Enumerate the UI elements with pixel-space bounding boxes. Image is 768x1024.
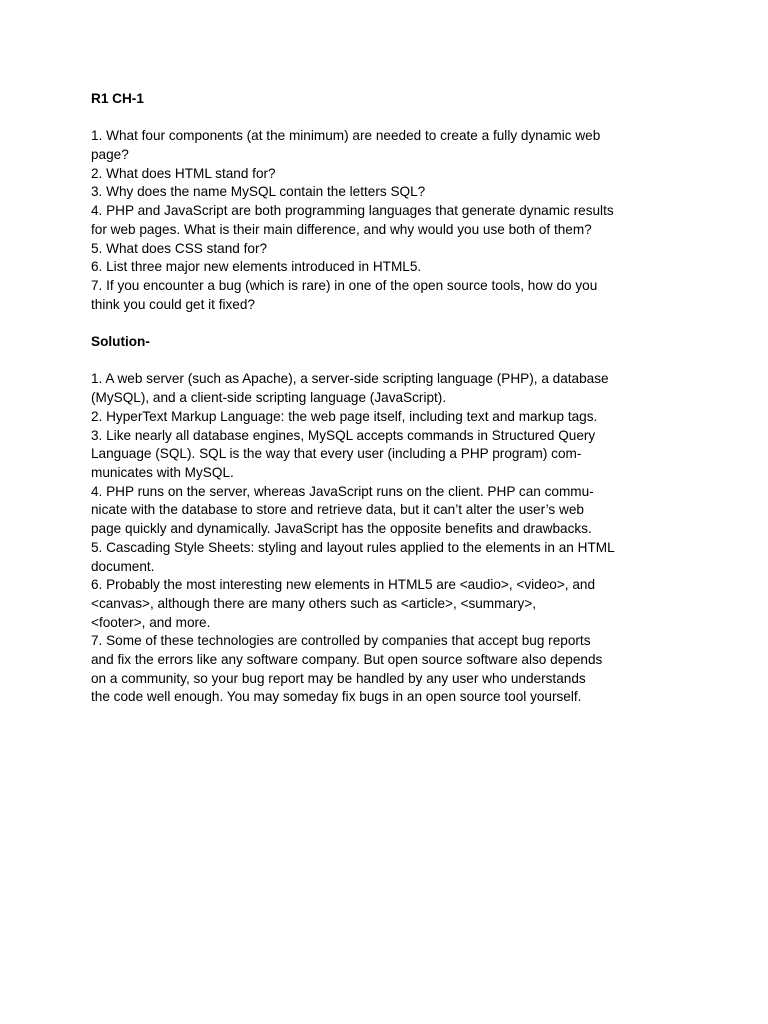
spacer [91, 314, 651, 333]
solution-line: page quickly and dynamically. JavaScript has the opposite benefits and drawbacks. [91, 521, 592, 537]
solution-line: 4. PHP runs on the server, whereas JavaScript runs on the client. PHP can commu- [91, 483, 594, 499]
solution-line: document. [91, 558, 155, 574]
document-title: R1 CH-1 [91, 91, 144, 106]
question-line: 6. List three major new elements introduced in HTML5. [91, 259, 422, 275]
spacer [91, 352, 651, 371]
spacer [91, 109, 651, 128]
question-line: 4. PHP and JavaScript are both programming languages that generate dynamic results [91, 203, 614, 219]
question-line: 1. What four components (at the minimum) are needed to create a fully dynamic web [91, 128, 601, 144]
solutions-block [91, 370, 651, 707]
question-line: for web pages. What is their main difference, and why would you use both of them? [91, 221, 592, 237]
solution-heading: Solution- [91, 334, 150, 350]
solution-line: <canvas>, although there are many others such as <article>, <summary>, [91, 595, 537, 611]
question-line: 5. What does CSS stand for? [91, 240, 268, 256]
solution-line: 2. HyperText Markup Language: the web page itself, including text and markup tags. [91, 408, 598, 424]
solution-line: 5. Cascading Style Sheets: styling and layout rules applied to the elements in an HTML [91, 539, 615, 555]
question-line: think you could get it fixed? [91, 296, 255, 312]
solution-line: the code well enough. You may someday fix bugs in an open source tool yourself. [91, 689, 582, 705]
solution-line: municates with MySQL. [91, 464, 234, 480]
questions-block [91, 127, 651, 314]
question-line: 2. What does HTML stand for? [91, 165, 276, 181]
solution-line: <footer>, and more. [91, 614, 211, 630]
solution-line: 6. Probably the most interesting new elements in HTML5 are <audio>, <video>, and [91, 577, 596, 593]
solution-line: 1. A web server (such as Apache), a server-side scripting language (PHP), a database [91, 371, 609, 387]
question-line: page? [91, 147, 129, 163]
solution-line: Language (SQL). SQL is the way that every user (including a PHP program) com- [91, 446, 582, 462]
solution-line: (MySQL), and a client-side scripting language (JavaScript). [91, 390, 447, 406]
solution-line: 3. Like nearly all database engines, MySQL accepts commands in Structured Query [91, 427, 596, 443]
solution-line: and fix the errors like any software company. But open source software also depends [91, 652, 603, 668]
solution-line: nicate with the database to store and retrieve data, but it can’t alter the user’s web [91, 502, 584, 518]
solution-line: 7. Some of these technologies are controlled by companies that accept bug reports [91, 633, 591, 649]
question-line: 3. Why does the name MySQL contain the letters SQL? [91, 184, 426, 200]
solution-line: on a community, so your bug report may be handled by any user who understands [91, 670, 586, 686]
document-page [91, 90, 651, 707]
question-line: 7. If you encounter a bug (which is rare) in one of the open source tools, how do you [91, 278, 598, 293]
